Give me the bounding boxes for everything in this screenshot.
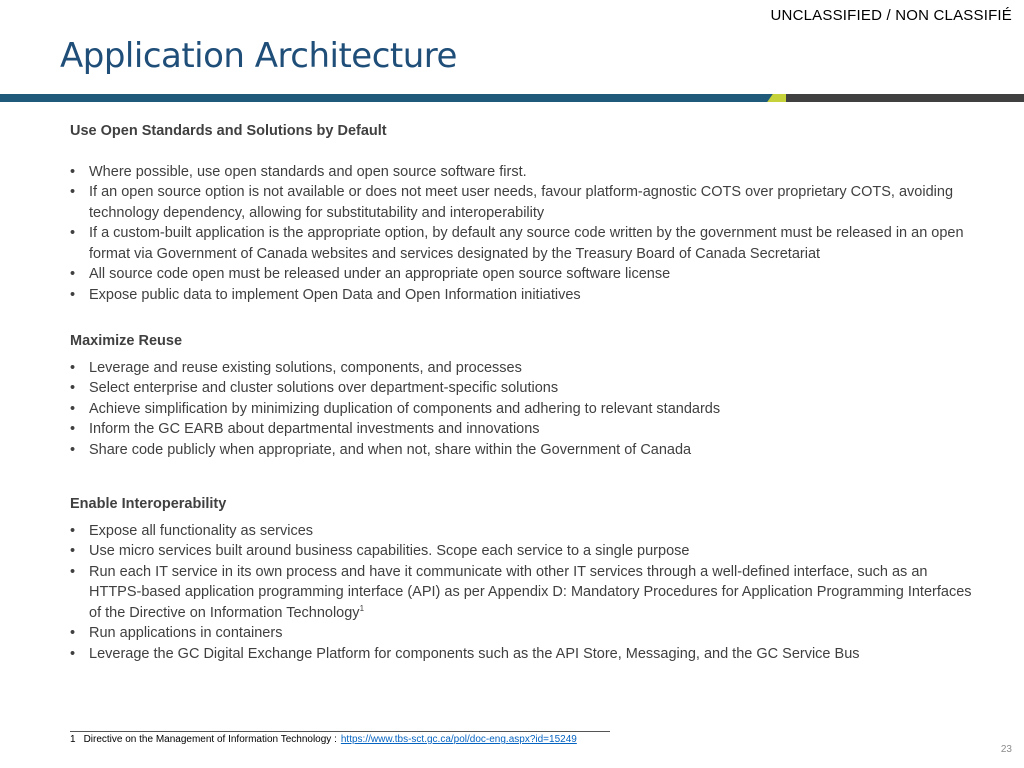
list-item: • If an open source option is not available or does not meet user needs, favour platform-agnostic COTS over proprietary COTS, avoiding technology dependency, allowing for substitutability and interoperability xyxy=(70,182,980,223)
footnote xyxy=(70,734,577,745)
list-item: • Achieve simplification by minimizing duplication of components and adhering to relevant standards xyxy=(70,399,980,420)
list-item: • Leverage and reuse existing solutions, components, and processes xyxy=(70,358,980,379)
bullet-list-open-standards xyxy=(70,162,980,306)
footnote-text: Directive on the Management of Information Technology : xyxy=(83,734,337,745)
page-title: Application Architecture xyxy=(60,36,457,76)
bullet-list-maximize-reuse xyxy=(70,358,980,461)
footnote-link[interactable]: https://www.tbs-sct.gc.ca/pol/doc-eng.aspx?id=15249 xyxy=(340,734,577,745)
title-divider-bar xyxy=(0,94,1024,102)
slide-body xyxy=(70,121,980,664)
list-item: • Run applications in containers xyxy=(70,623,980,644)
list-item: • Select enterprise and cluster solutions over department-specific solutions xyxy=(70,378,980,399)
list-item xyxy=(70,562,980,624)
page-number: 23 xyxy=(1000,744,1012,755)
divider-grey-segment xyxy=(786,94,1024,102)
section-heading-open-standards: Use Open Standards and Solutions by Default xyxy=(70,123,387,139)
list-item: • Where possible, use open standards and open source software first. xyxy=(70,162,980,183)
footnote-number: 1 xyxy=(70,734,76,745)
divider-blue-segment xyxy=(0,94,776,102)
list-item-text: Run each IT service in its own process and have it communicate with other IT services through a well-defined interface, such as an HTTPS-based application programming interface (API) as per Appendix D: Mandatory Procedures for Application Programming Interfaces of the Directive on Information Technology xyxy=(89,563,972,621)
list-item: • Leverage the GC Digital Exchange Platform for components such as the API Store, Messaging, and the GC Service Bus xyxy=(70,644,980,665)
footnote-reference: 1 xyxy=(359,603,365,613)
list-item: • Share code publicly when appropriate, and when not, share within the Government of Canada xyxy=(70,440,980,461)
list-item: • Expose public data to implement Open Data and Open Information initiatives xyxy=(70,285,980,306)
section-heading-interoperability: Enable Interoperability xyxy=(70,496,227,512)
list-item: • Use micro services built around business capabilities. Scope each service to a single purpose xyxy=(70,541,980,562)
list-item: • If a custom-built application is the appropriate option, by default any source code written by the government must be released in an open format via Government of Canada websites and services designated by the Treasury Board of Canada Secretariat xyxy=(70,223,980,264)
list-item: • Expose all functionality as services xyxy=(70,521,980,542)
list-item: • Inform the GC EARB about departmental investments and innovations xyxy=(70,419,980,440)
bullet-list-interoperability xyxy=(70,521,980,665)
section-heading-maximize-reuse: Maximize Reuse xyxy=(70,333,183,349)
list-item: • All source code open must be released under an appropriate open source software license xyxy=(70,264,980,285)
classification-label: UNCLASSIFIED / NON CLASSIFIÉ xyxy=(770,7,1012,24)
footnote-divider xyxy=(70,731,610,732)
